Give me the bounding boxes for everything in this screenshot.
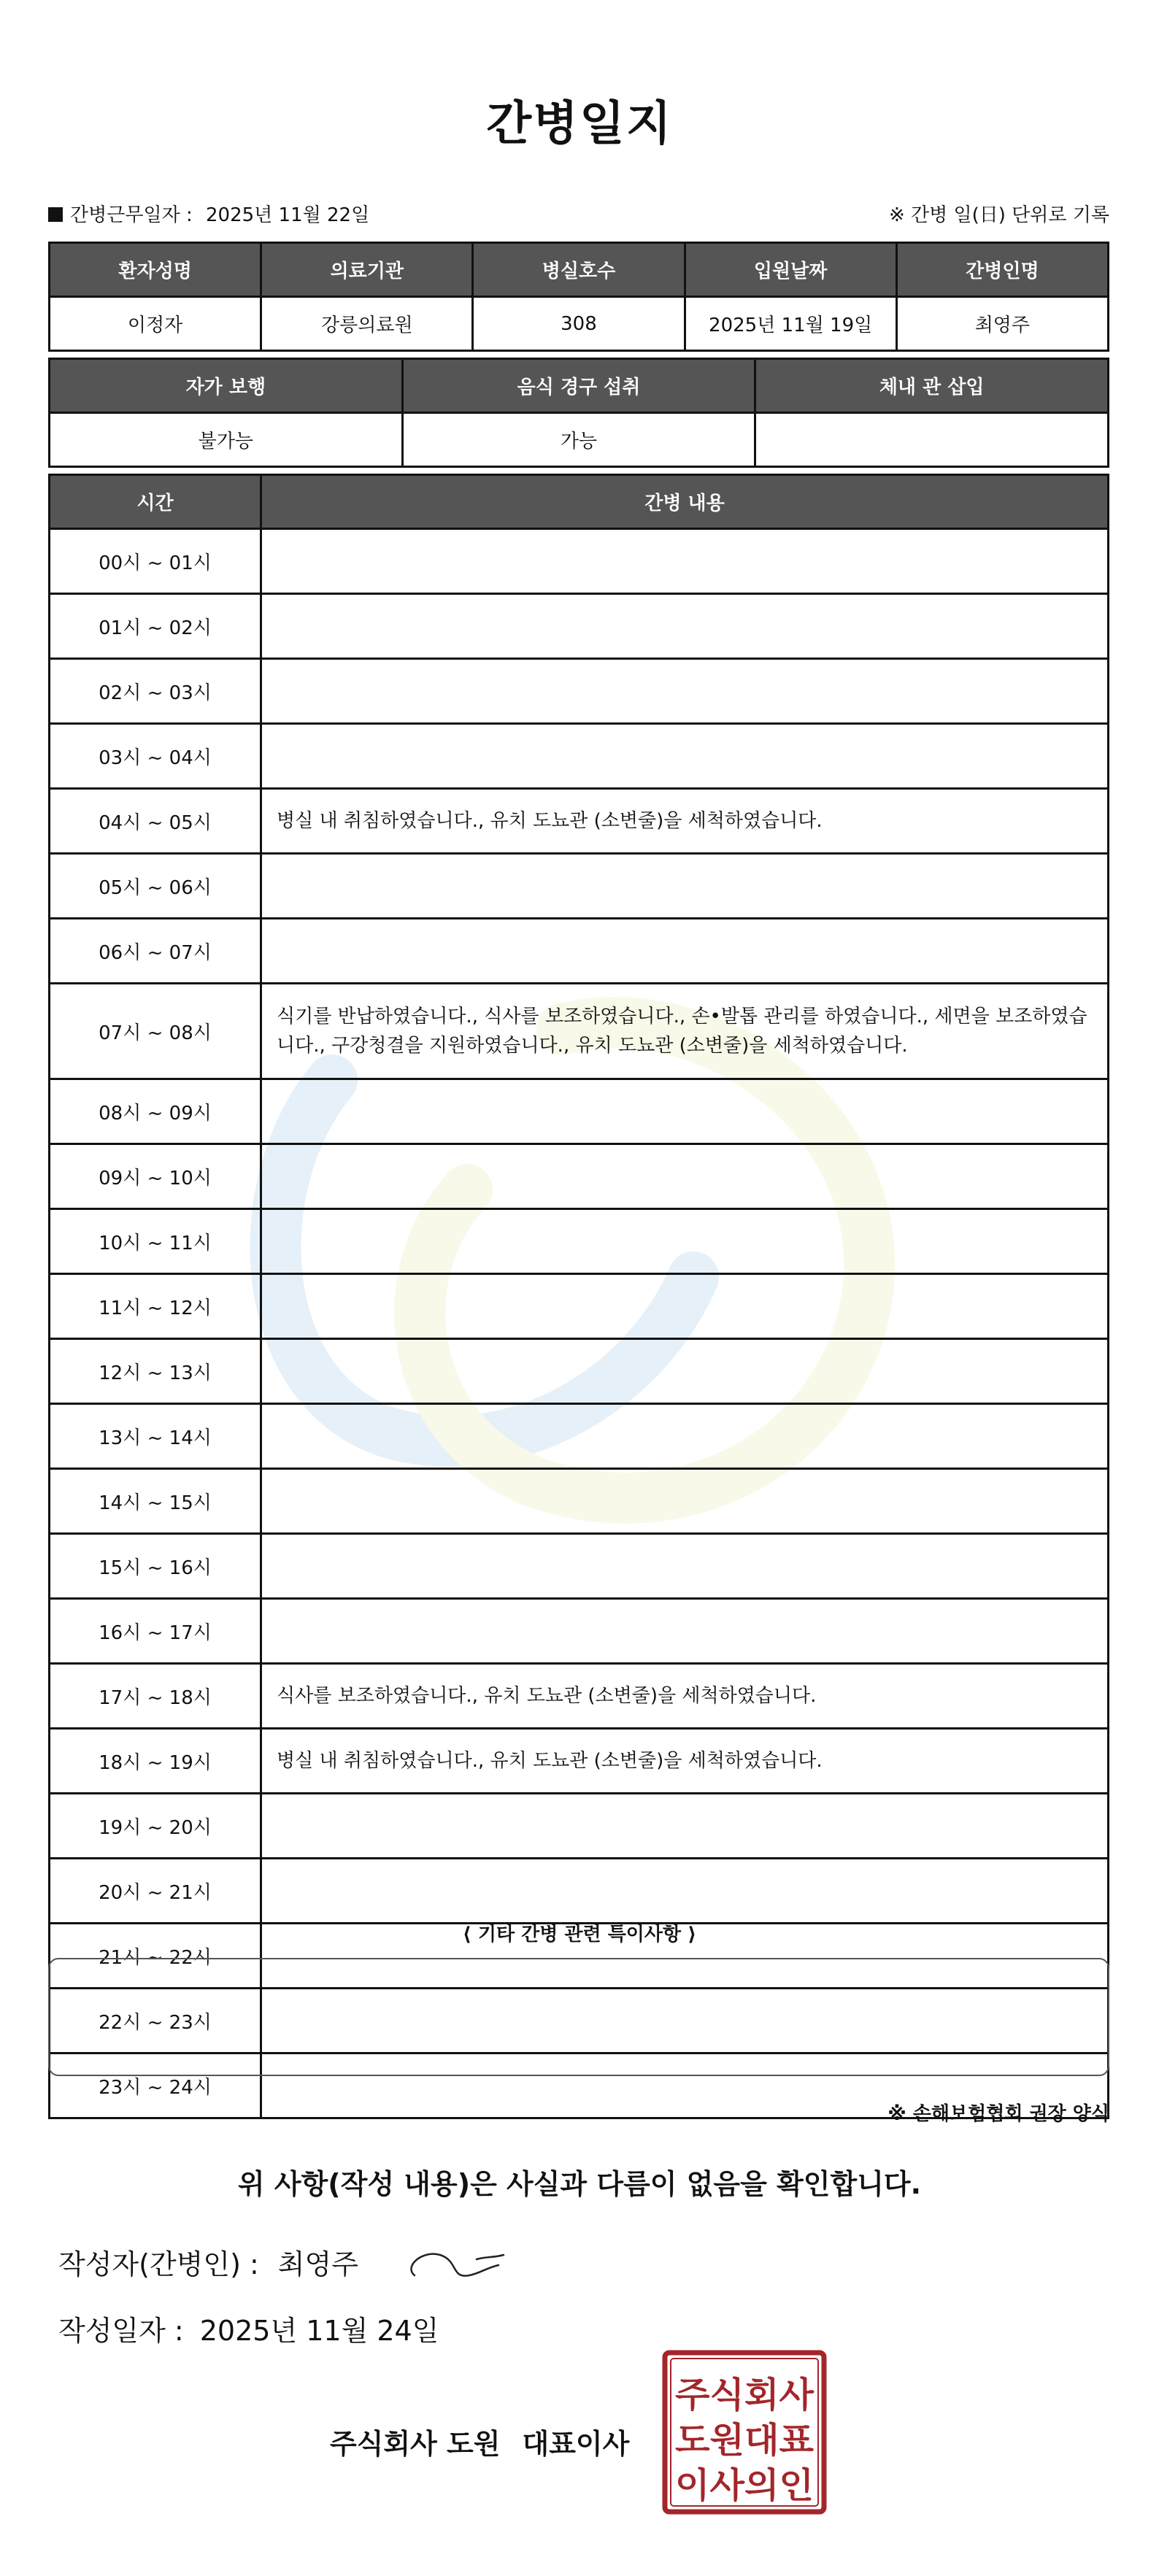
time-cell: 02시 ~ 03시 (50, 659, 261, 724)
table-row (50, 1274, 1109, 1339)
header-hospital: 의료기관 (261, 243, 473, 297)
patient-status-table (48, 358, 1109, 468)
recommend-note: ※ 손해보험협회 권장 양식 (887, 2103, 1109, 2125)
header-oral-intake: 음식 경구 섭취 (402, 359, 755, 413)
record-note: ※ 간병 일(日) 단위로 기록 (888, 204, 1109, 226)
hospital-name: 강릉의료원 (261, 297, 473, 351)
content-cell: 식사를 보조하였습니다., 유치 도뇨관 (소변줄)을 세척하였습니다. (261, 1664, 1109, 1729)
table-row (50, 1599, 1109, 1664)
content-cell (261, 1794, 1109, 1859)
time-cell: 04시 ~ 05시 (50, 789, 261, 854)
table-row (50, 789, 1109, 854)
table-row (50, 1079, 1109, 1144)
admission-date: 2025년 11월 19일 (685, 297, 896, 351)
time-cell: 14시 ~ 15시 (50, 1469, 261, 1534)
header-time: 시간 (50, 475, 261, 529)
care-log-table (48, 474, 1109, 2119)
patient-info-table (48, 242, 1109, 352)
table-row (50, 984, 1109, 1079)
time-cell: 20시 ~ 21시 (50, 1859, 261, 1924)
table-row (50, 1404, 1109, 1469)
table-row (50, 1209, 1109, 1274)
time-cell: 12시 ~ 13시 (50, 1339, 261, 1404)
time-cell: 13시 ~ 14시 (50, 1404, 261, 1469)
meta-row (48, 200, 1109, 229)
company-seal-icon (662, 2350, 827, 2515)
table-row (50, 1144, 1109, 1209)
room-number: 308 (473, 297, 685, 351)
time-cell: 19시 ~ 20시 (50, 1794, 261, 1859)
time-cell: 06시 ~ 07시 (50, 919, 261, 984)
work-date-value: 2025년 11월 22일 (206, 204, 370, 226)
svg-text:이사의인: 이사의인 (675, 2465, 814, 2506)
content-cell (261, 1144, 1109, 1209)
content-cell (261, 919, 1109, 984)
svg-text:주식회사: 주식회사 (675, 2375, 815, 2415)
content-cell (261, 1469, 1109, 1534)
content-cell (261, 1339, 1109, 1404)
care-log-header-row (50, 475, 1109, 529)
company-name: 주식회사 도원 (330, 2428, 501, 2460)
writer-name: 최영주 (277, 2248, 358, 2280)
confirmation-statement: 위 사항(작성 내용)은 사실과 다름이 없음을 확인합니다. (237, 2168, 922, 2200)
content-cell (261, 724, 1109, 789)
patient-name: 이정자 (50, 297, 261, 351)
content-cell (261, 1859, 1109, 1924)
table-row (50, 1469, 1109, 1534)
work-date (48, 200, 369, 227)
table-row (50, 1794, 1109, 1859)
time-cell: 01시 ~ 02시 (50, 594, 261, 659)
header-tube-insertion: 체내 관 삽입 (755, 359, 1109, 413)
content-cell (261, 1599, 1109, 1664)
company-line (330, 2421, 629, 2461)
table-row (50, 1859, 1109, 1924)
self-walking-value: 불가능 (50, 413, 403, 467)
patient-info-value-row (50, 297, 1109, 351)
header-self-walking: 자가 보행 (50, 359, 403, 413)
time-cell: 07시 ~ 08시 (50, 984, 261, 1079)
header-caregiver: 간병인명 (896, 243, 1108, 297)
time-cell: 23시 ~ 24시 (50, 2054, 261, 2118)
time-cell: 18시 ~ 19시 (50, 1729, 261, 1794)
table-row (50, 854, 1109, 919)
patient-info-header-row (50, 243, 1109, 297)
table-row (50, 1664, 1109, 1729)
time-cell: 05시 ~ 06시 (50, 854, 261, 919)
document-title: 간병일지 (486, 97, 673, 151)
time-cell: 17시 ~ 18시 (50, 1664, 261, 1729)
write-date-label: 작성일자 : (58, 2315, 184, 2347)
table-row (50, 659, 1109, 724)
content-cell: 병실 내 취침하였습니다., 유치 도뇨관 (소변줄)을 세척하였습니다. (261, 1729, 1109, 1794)
signature-icon (400, 2239, 509, 2290)
status-header-row (50, 359, 1109, 413)
content-cell: 식기를 반납하였습니다., 식사를 보조하였습니다., 손•발톱 관리를 하였습니다., 세면을 보조하였습니다., 구강청결을 지원하였습니다., 유치 도뇨관 (소변줄)을 세척하였습니다. (261, 984, 1109, 1079)
table-row (50, 1729, 1109, 1794)
content-cell (261, 594, 1109, 659)
time-cell: 08시 ~ 09시 (50, 1079, 261, 1144)
time-cell: 22시 ~ 23시 (50, 1989, 261, 2054)
content-cell (261, 1534, 1109, 1599)
time-cell: 00시 ~ 01시 (50, 529, 261, 594)
tube-insertion-value (755, 413, 1109, 467)
time-cell: 10시 ~ 11시 (50, 1209, 261, 1274)
write-date-line (58, 2308, 439, 2348)
table-row (50, 594, 1109, 659)
writer-label: 작성자(간병인) : (58, 2248, 259, 2280)
status-value-row (50, 413, 1109, 467)
content-cell (261, 854, 1109, 919)
time-cell: 16시 ~ 17시 (50, 1599, 261, 1664)
time-cell: 15시 ~ 16시 (50, 1534, 261, 1599)
header-patient-name: 환자성명 (50, 243, 261, 297)
header-care-content: 간병 내용 (261, 475, 1109, 529)
time-cell: 09시 ~ 10시 (50, 1144, 261, 1209)
special-notes-box (48, 1958, 1109, 2076)
time-cell: 03시 ~ 04시 (50, 724, 261, 789)
oral-intake-value: 가능 (402, 413, 755, 467)
table-row (50, 1339, 1109, 1404)
writer-line (58, 2242, 358, 2282)
time-cell: 21시 ~ 22시 (50, 1924, 261, 1989)
content-cell (261, 659, 1109, 724)
square-bullet-icon (48, 207, 63, 222)
table-row (50, 1534, 1109, 1599)
time-cell: 11시 ~ 12시 (50, 1274, 261, 1339)
work-date-label: 간병근무일자 : (70, 204, 193, 226)
table-row (50, 724, 1109, 789)
svg-text:도원대표: 도원대표 (675, 2420, 815, 2461)
content-cell (261, 1079, 1109, 1144)
table-row (50, 529, 1109, 594)
content-cell (261, 1209, 1109, 1274)
write-date-value: 2025년 11월 24일 (199, 2315, 439, 2347)
caregiver-name: 최영주 (896, 297, 1108, 351)
table-row (50, 919, 1109, 984)
content-cell (261, 529, 1109, 594)
ceo-title: 대표이사 (522, 2428, 630, 2460)
content-cell (261, 1274, 1109, 1339)
header-room: 병실호수 (473, 243, 685, 297)
header-admission-date: 입원날짜 (685, 243, 896, 297)
content-cell: 병실 내 취침하였습니다., 유치 도뇨관 (소변줄)을 세척하였습니다. (261, 789, 1109, 854)
special-notes-label: ⟨ 기타 간병 관련 특이사항 ⟩ (462, 1924, 697, 1946)
content-cell (261, 1404, 1109, 1469)
